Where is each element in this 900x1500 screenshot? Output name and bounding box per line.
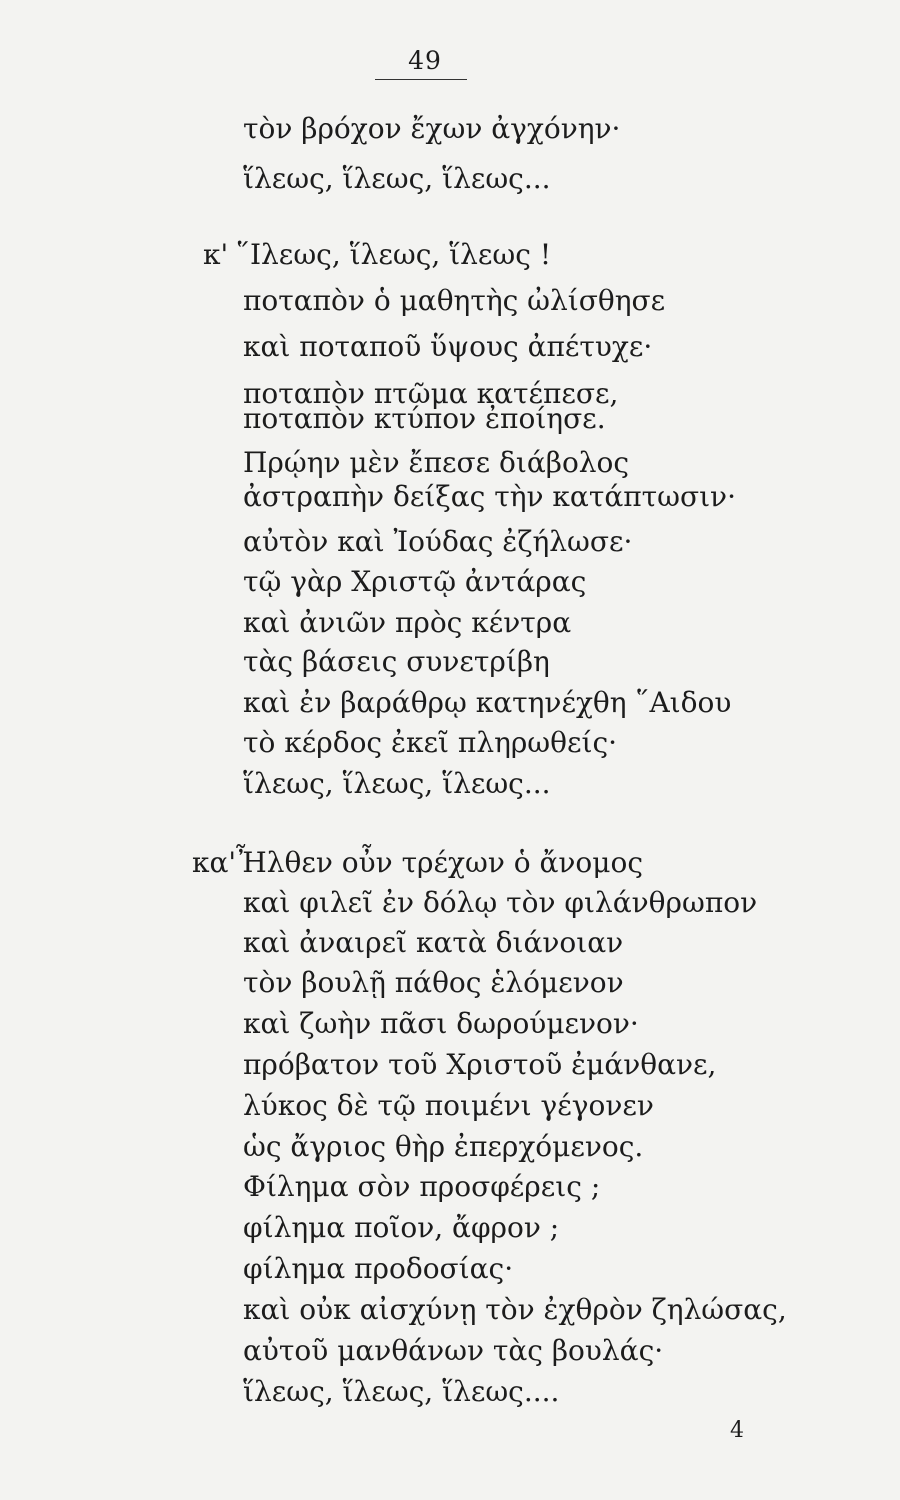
poem-line: φίλημα ποῖον, ἄφρον ; <box>243 1211 560 1244</box>
poem-line: καὶ ζωὴν πᾶσι δωρούμενον· <box>243 1007 639 1040</box>
poem-line: τὰς βάσεις συνετρίβη <box>243 645 550 678</box>
poem-line: αὐτοῦ μανθάνων τὰς βουλάς· <box>243 1334 664 1367</box>
poem-line: καὶ ἀναιρεῖ κατὰ διάνοιαν <box>243 926 624 959</box>
poem-line: Ἦλθεν οὖν τρέχων ὁ ἄνομος <box>236 846 644 879</box>
poem-line: τὸ κέρδος ἐκεῖ πληρωθείς· <box>243 726 618 759</box>
poem-line: ἵλεως, ἵλεως, ἵλεως... <box>243 767 551 800</box>
poem-line: καὶ ἀνιῶν πρὸς κέντρα <box>243 606 572 639</box>
poem-line: καὶ οὐκ αἰσχύνῃ τὸν ἐχθρὸν ζηλώσας, <box>243 1293 787 1326</box>
signature-mark: 4 <box>730 1418 744 1443</box>
poem-line: ποταπὸν ὁ μαθητὴς ὠλίσθησε <box>243 284 666 317</box>
poem-line: ἵλεως, ἵλεως, ἵλεως... <box>243 162 551 195</box>
page-number: 49 <box>408 46 442 75</box>
poem-line: ποταπὸν κτύπον ἐποίησε. <box>243 402 606 435</box>
stanza-number: κ' <box>203 238 229 271</box>
poem-line: ῞Ιλεως, ἵλεως, ἵλεως ! <box>236 238 552 271</box>
page-number-rule <box>375 79 467 80</box>
stanza-number: κα' <box>192 846 237 879</box>
poem-line: καὶ ἐν βαράθρῳ κατηνέχθη ῞Αιδου <box>243 686 732 719</box>
poem-line: καὶ ποταποῦ ὕψους ἀπέτυχε· <box>243 330 653 363</box>
poem-line: ὡς ἄγριος θὴρ ἐπερχόμενος. <box>243 1130 644 1163</box>
poem-line: τὸν βρόχον ἔχων ἀγχόνην· <box>243 112 621 145</box>
poem-line: ἀστραπὴν δείξας τὴν κατάπτωσιν· <box>243 480 736 513</box>
poem-line: τὸν βουλῇ πάθος ἑλόμενον <box>243 966 624 999</box>
poem-line: ἵλεως, ἵλεως, ἵλεως.... <box>243 1375 560 1408</box>
poem-line: Πρῴην μὲν ἔπεσε διάβολος <box>243 446 630 479</box>
poem-line: καὶ φιλεῖ ἐν δόλῳ τὸν φιλάνθρωπον <box>243 886 758 919</box>
poem-line: αὐτὸν καὶ Ἰούδας ἐζήλωσε· <box>243 525 633 558</box>
poem-line: τῷ γὰρ Χριστῷ ἀντάρας <box>243 565 587 598</box>
poem-line: φίλημα προδοσίας· <box>243 1252 514 1285</box>
poem-line: ποταπὸν πτῶμα κατέπεσε, <box>243 377 619 410</box>
poem-line: λύκος δὲ τῷ ποιμένι γέγονεν <box>243 1089 654 1122</box>
poem-line: Φίλημα σὸν προσφέρεις ; <box>243 1170 601 1203</box>
poem-line: πρόβατον τοῦ Χριστοῦ ἐμάνθανε, <box>243 1048 717 1081</box>
